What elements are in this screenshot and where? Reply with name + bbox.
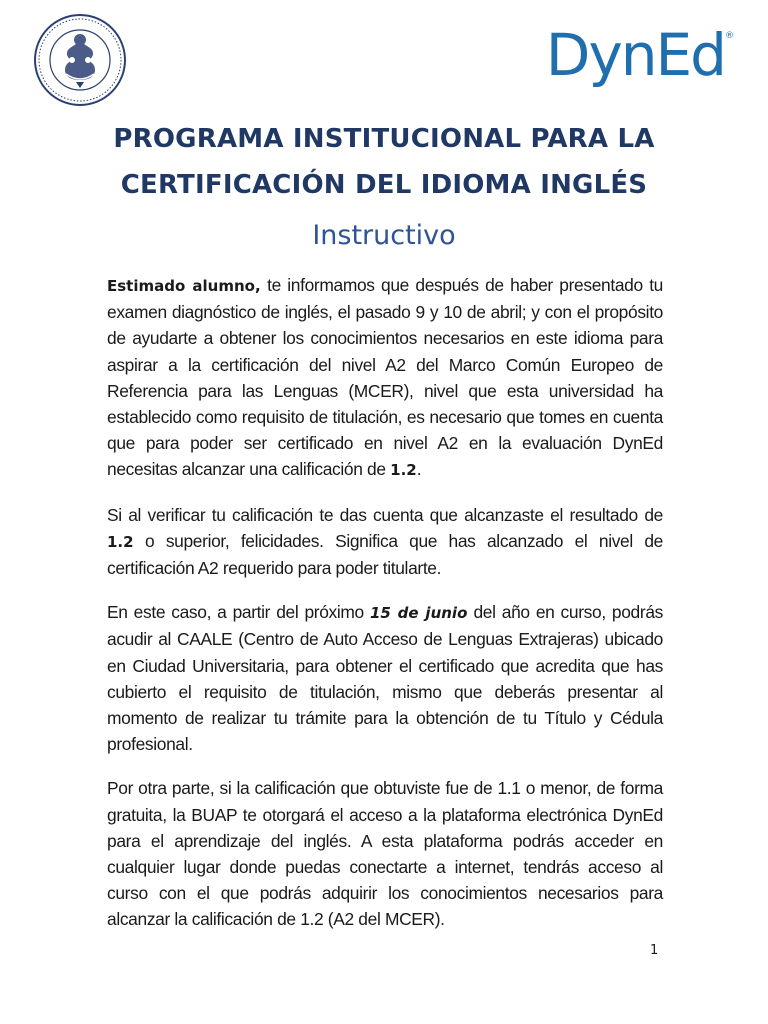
- paragraph-3-text-b: del año en curso, podrás acudir al CAALE (Centro de Auto Acceso de Lenguas Extrajeras) ubicado en Ciudad Universitaria, para obtener el certificado que acredita que has cubierto el requisito de titulación, mismo que deberás presentar al momento de realizar tu trámite para la obtención de tu Título y Cédula profesional.: [107, 602, 663, 755]
- start-date: 15 de junio: [369, 604, 468, 623]
- document-title: [0, 116, 768, 208]
- required-score: 1.2: [390, 461, 417, 480]
- title-line-1: PROGRAMA INSTITUCIONAL PARA LA: [113, 124, 655, 154]
- paragraph-4: Por otra parte, si la calificación que obtuviste fue de 1.1 o menor, de forma gratuita, la BUAP te otorgará el acceso a la plataforma electrónica DynEd para el aprendizaje del inglés. A esta plataforma podrás acceder en cualquier lugar donde puedas conectarte a internet, tendrás acceso al curso con el que podrás adquirir los conocimientos necesarios para alcanzar la calificación de 1.2 (A2 del MCER).: [107, 778, 663, 930]
- greeting: Estimado alumno,: [107, 277, 261, 295]
- document-body: [107, 272, 663, 951]
- paragraph-1-end: .: [416, 459, 422, 480]
- title-line-2: CERTIFICACIÓN DEL IDIOMA INGLÉS: [120, 170, 648, 200]
- paragraph-3-text-a: En este caso, a partir del próximo: [107, 602, 370, 623]
- paragraph-2-text-a: Si al verificar tu calificación te das cuenta que alcanzaste el resultado de: [107, 504, 663, 525]
- required-score-2: 1.2: [107, 532, 134, 551]
- page-number: 1: [650, 943, 659, 958]
- paragraph-3: [107, 599, 663, 757]
- paragraph-2-text-b: o superior, felicidades. Significa que has alcanzado el nivel de certificación A2 requerido para poder titularte.: [107, 530, 663, 579]
- document-subtitle: Instructivo: [312, 220, 456, 251]
- paragraph-2: [107, 502, 663, 582]
- brand-text: DynEd: [545, 21, 725, 89]
- dyned-logo: [545, 21, 734, 89]
- paragraph-1-text: te informamos que después de haber presentado tu examen diagnóstico de inglés, el pasado 9 y 10 de abril; y con el propósito de ayudarte a obtener los conocimientos necesarios en este idioma para aspirar a la certificación del nivel A2 del Marco Común Europeo de Referencia para las Lenguas (MCER), nivel que esta universidad ha establecido como requisito de titulación, es necesario que tomes en cuenta que para poder ser certificado en nivel A2 en la evaluación DynEd necesitas alcanzar una calificación de: [107, 275, 663, 480]
- university-seal-icon: [32, 12, 128, 108]
- registered-mark: ®: [725, 31, 734, 41]
- paragraph-1: [107, 272, 663, 484]
